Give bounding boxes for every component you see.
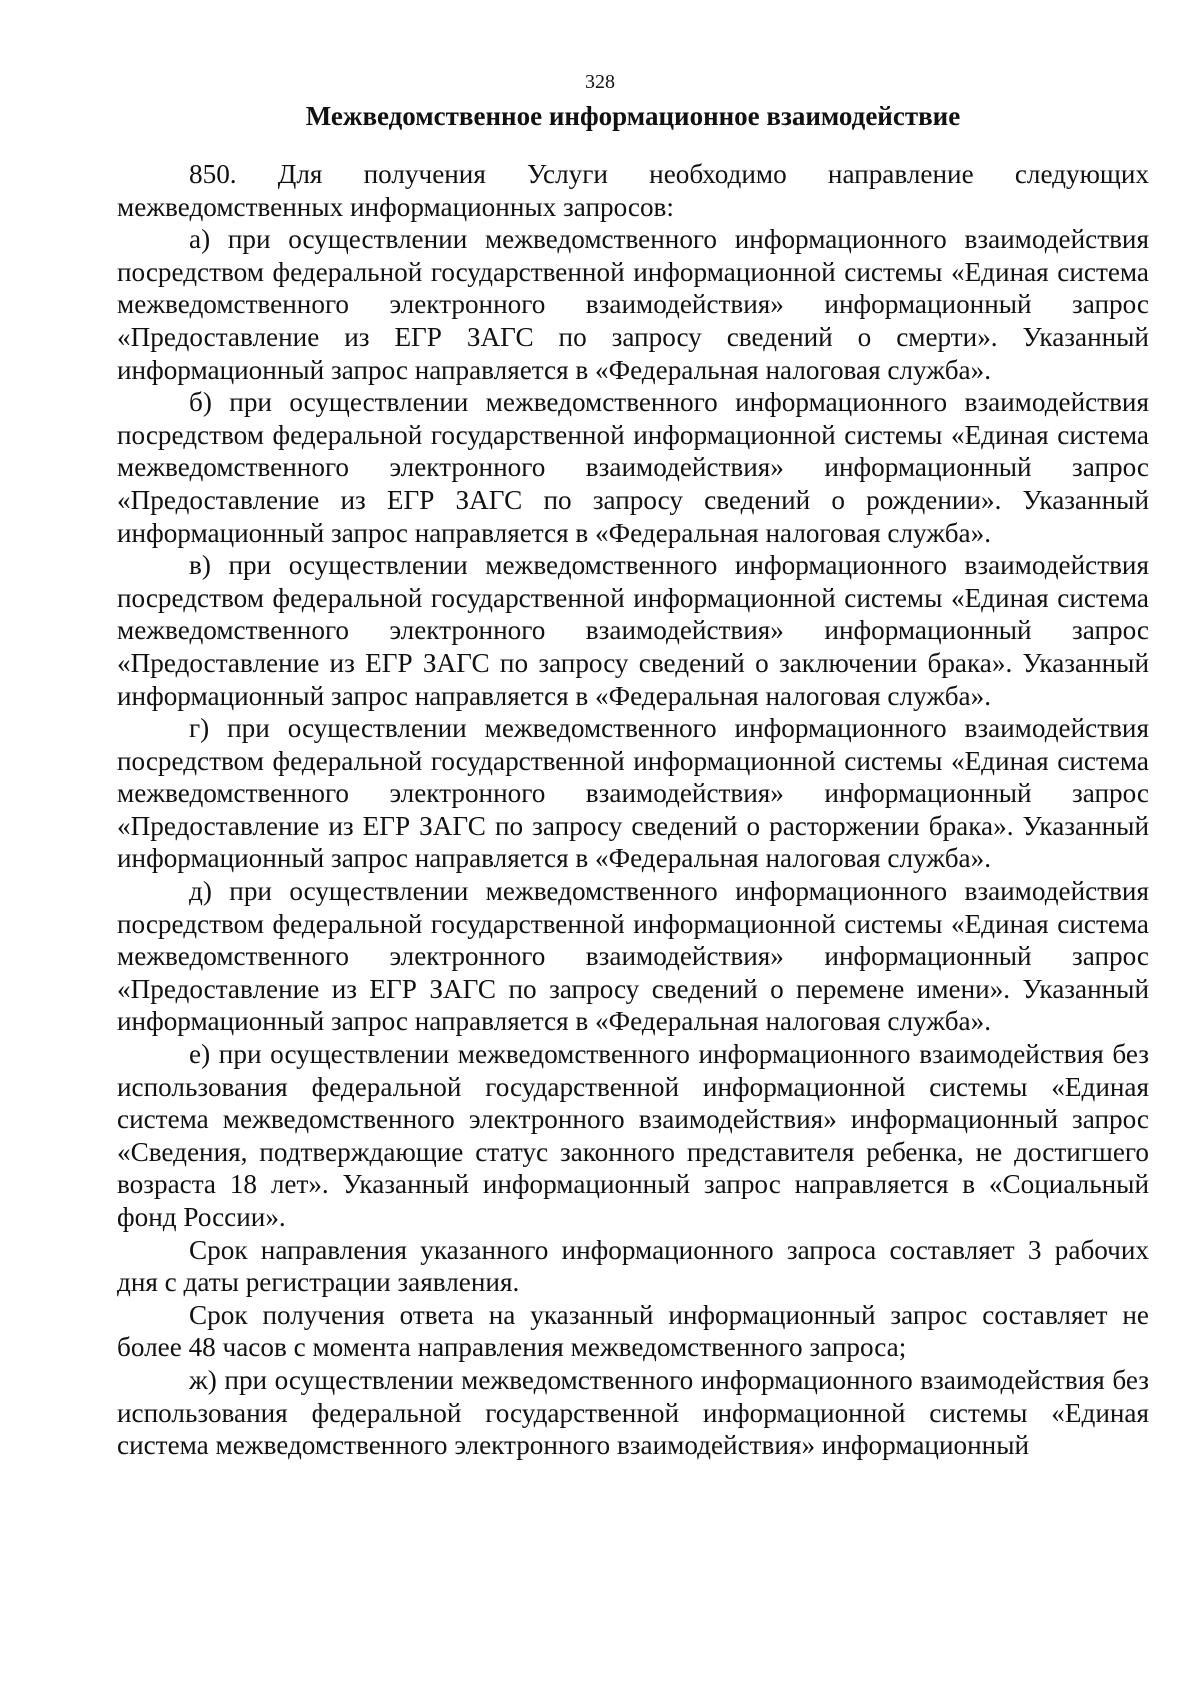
paragraph-850-intro: 850. Для получения Услуги необходимо направление следующих межведомственных информационных запросов: xyxy=(117,159,1149,222)
paragraph-response-deadline: Срок получения ответа на указанный информационный запрос составляет не более 48 часов с момента направления межведомственного запроса; xyxy=(117,1299,1149,1363)
paragraph-item-b: б) при осуществлении межведомственного информационного взаимодействия посредством федеральной государственной информационной системы «Единая система межведомственного электронного взаимодействия» информационный запрос «Предоставление из ЕГР ЗАГС по запросу сведений о рождении». Указанный информационный запрос направляется в «Федеральная налоговая служба». xyxy=(117,387,1149,548)
paragraph-item-e: е) при осуществлении межведомственного информационного взаимодействия без использования федеральной государственной информационной системы «Единая система межведомственного электронного взаимодействия» информационный запрос «Сведения, подтверждающие статус законного представителя ребенка, не достигшего возраста 18 лет». Указанный информационный запрос направляется в «Социальный фонд России». xyxy=(117,1039,1149,1232)
page-number: 328 xyxy=(585,71,615,93)
paragraph-item-zh: ж) при осуществлении межведомственного информационного взаимодействия без использования федеральной государственной информационной системы «Единая система межведомственного электронного взаимодействия» информационный xyxy=(117,1364,1149,1461)
paragraph-item-a: а) при осуществлении межведомственного информационного взаимодействия посредством федеральной государственной информационной системы «Единая система межведомственного электронного взаимодействия» информационный запрос «Предоставление из ЕГР ЗАГС по запросу сведений о смерти». Указанный информационный запрос направляется в «Федеральная налоговая служба». xyxy=(117,224,1149,385)
section-title: Межведомственное информационное взаимодействие xyxy=(305,101,961,131)
paragraph-item-g: г) при осуществлении межведомственного информационного взаимодействия посредством федеральной государственной информационной системы «Единая система межведомственного электронного взаимодействия» информационный запрос «Предоставление из ЕГР ЗАГС по запросу сведений о расторжении брака». Указанный информационный запрос направляется в «Федеральная налоговая служба». xyxy=(117,713,1149,874)
paragraph-item-d: д) при осуществлении межведомственного информационного взаимодействия посредством федеральной государственной информационной системы «Единая система межведомственного электронного взаимодействия» информационный запрос «Предоставление из ЕГР ЗАГС по запросу сведений о перемене имени». Указанный информационный запрос направляется в «Федеральная налоговая служба». xyxy=(117,876,1149,1037)
paragraph-item-v: в) при осуществлении межведомственного информационного взаимодействия посредством федеральной государственной информационной системы «Единая система межведомственного электронного взаимодействия» информационный запрос «Предоставление из ЕГР ЗАГС по запросу сведений о заключении брака». Указанный информационный запрос направляется в «Федеральная налоговая служба». xyxy=(117,550,1149,711)
paragraph-request-deadline: Срок направления указанного информационного запроса составляет 3 рабочих дня с даты регистрации заявления. xyxy=(117,1234,1149,1298)
document-body xyxy=(117,158,1149,1462)
